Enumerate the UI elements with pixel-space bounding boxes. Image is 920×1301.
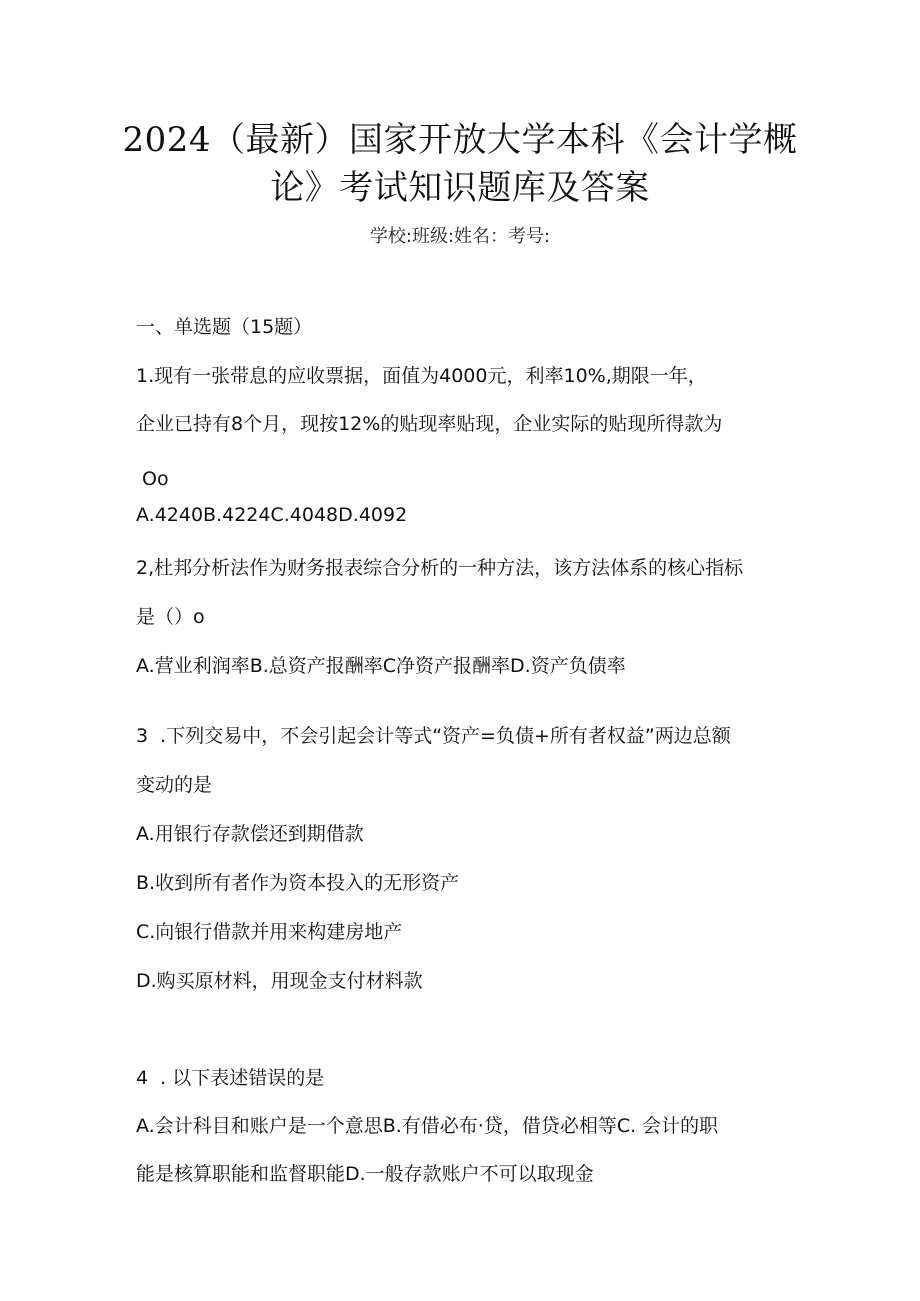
question-2-text-line-1: 2,杜邦分析法作为财务报表综合分析的一种方法，该方法体系的核心指标 bbox=[136, 557, 744, 579]
question-1-text-line-2: 企业已持有8个月，现按12%的贴现率贴现，企业实际的贴现所得款为 bbox=[136, 413, 723, 435]
question-3-option-c: C.向银行借款并用来构建房地产 bbox=[136, 921, 403, 943]
question-1-text-line-3: Oo bbox=[136, 468, 169, 490]
section-heading: 一、单选题（15题） bbox=[136, 316, 313, 338]
question-3-text-line-1: 3 .下列交易中，不会引起会计等式“资产=负债+所有者权益”两边总额 bbox=[136, 725, 731, 747]
question-4-options-line-2: 能是核算职能和监督职能D.一般存款账户不可以取现金 bbox=[136, 1163, 594, 1185]
document-title-line-2: 论》考试知识题库及答案 bbox=[270, 168, 650, 208]
question-3-option-a: A.用银行存款偿还到期借款 bbox=[136, 823, 364, 845]
student-info-line: 学校:班级:姓名：考号: bbox=[369, 226, 551, 247]
document-title-line-1: 2024（最新）国家开放大学本科《会计学概 bbox=[122, 120, 798, 160]
question-3-text-line-2: 变动的是 bbox=[136, 774, 213, 796]
question-4-options-line-1: A.会计科目和账户是一个意思B.有借必布·贷，借贷必相等C. 会计的职 bbox=[136, 1115, 719, 1137]
question-3-option-b: B.收到所有者作为资本投入的无形资产 bbox=[136, 872, 460, 894]
question-1-options: A.4240B.4224C.4048D.4092 bbox=[136, 504, 408, 526]
question-3-option-d: D.购买原材料，用现金支付材料款 bbox=[136, 970, 423, 992]
question-2-options: A.营业利润率B.总资产报酬率C净资产报酬率D.资产负债率 bbox=[136, 655, 626, 677]
question-4-text-line-1: 4 . 以下表述错误的是 bbox=[136, 1067, 325, 1089]
question-1-text-line-1: 1.现有一张带息的应收票据，面值为4000元，利率10%,期限一年， bbox=[136, 365, 707, 387]
question-2-text-line-2: 是（）o bbox=[136, 606, 205, 628]
